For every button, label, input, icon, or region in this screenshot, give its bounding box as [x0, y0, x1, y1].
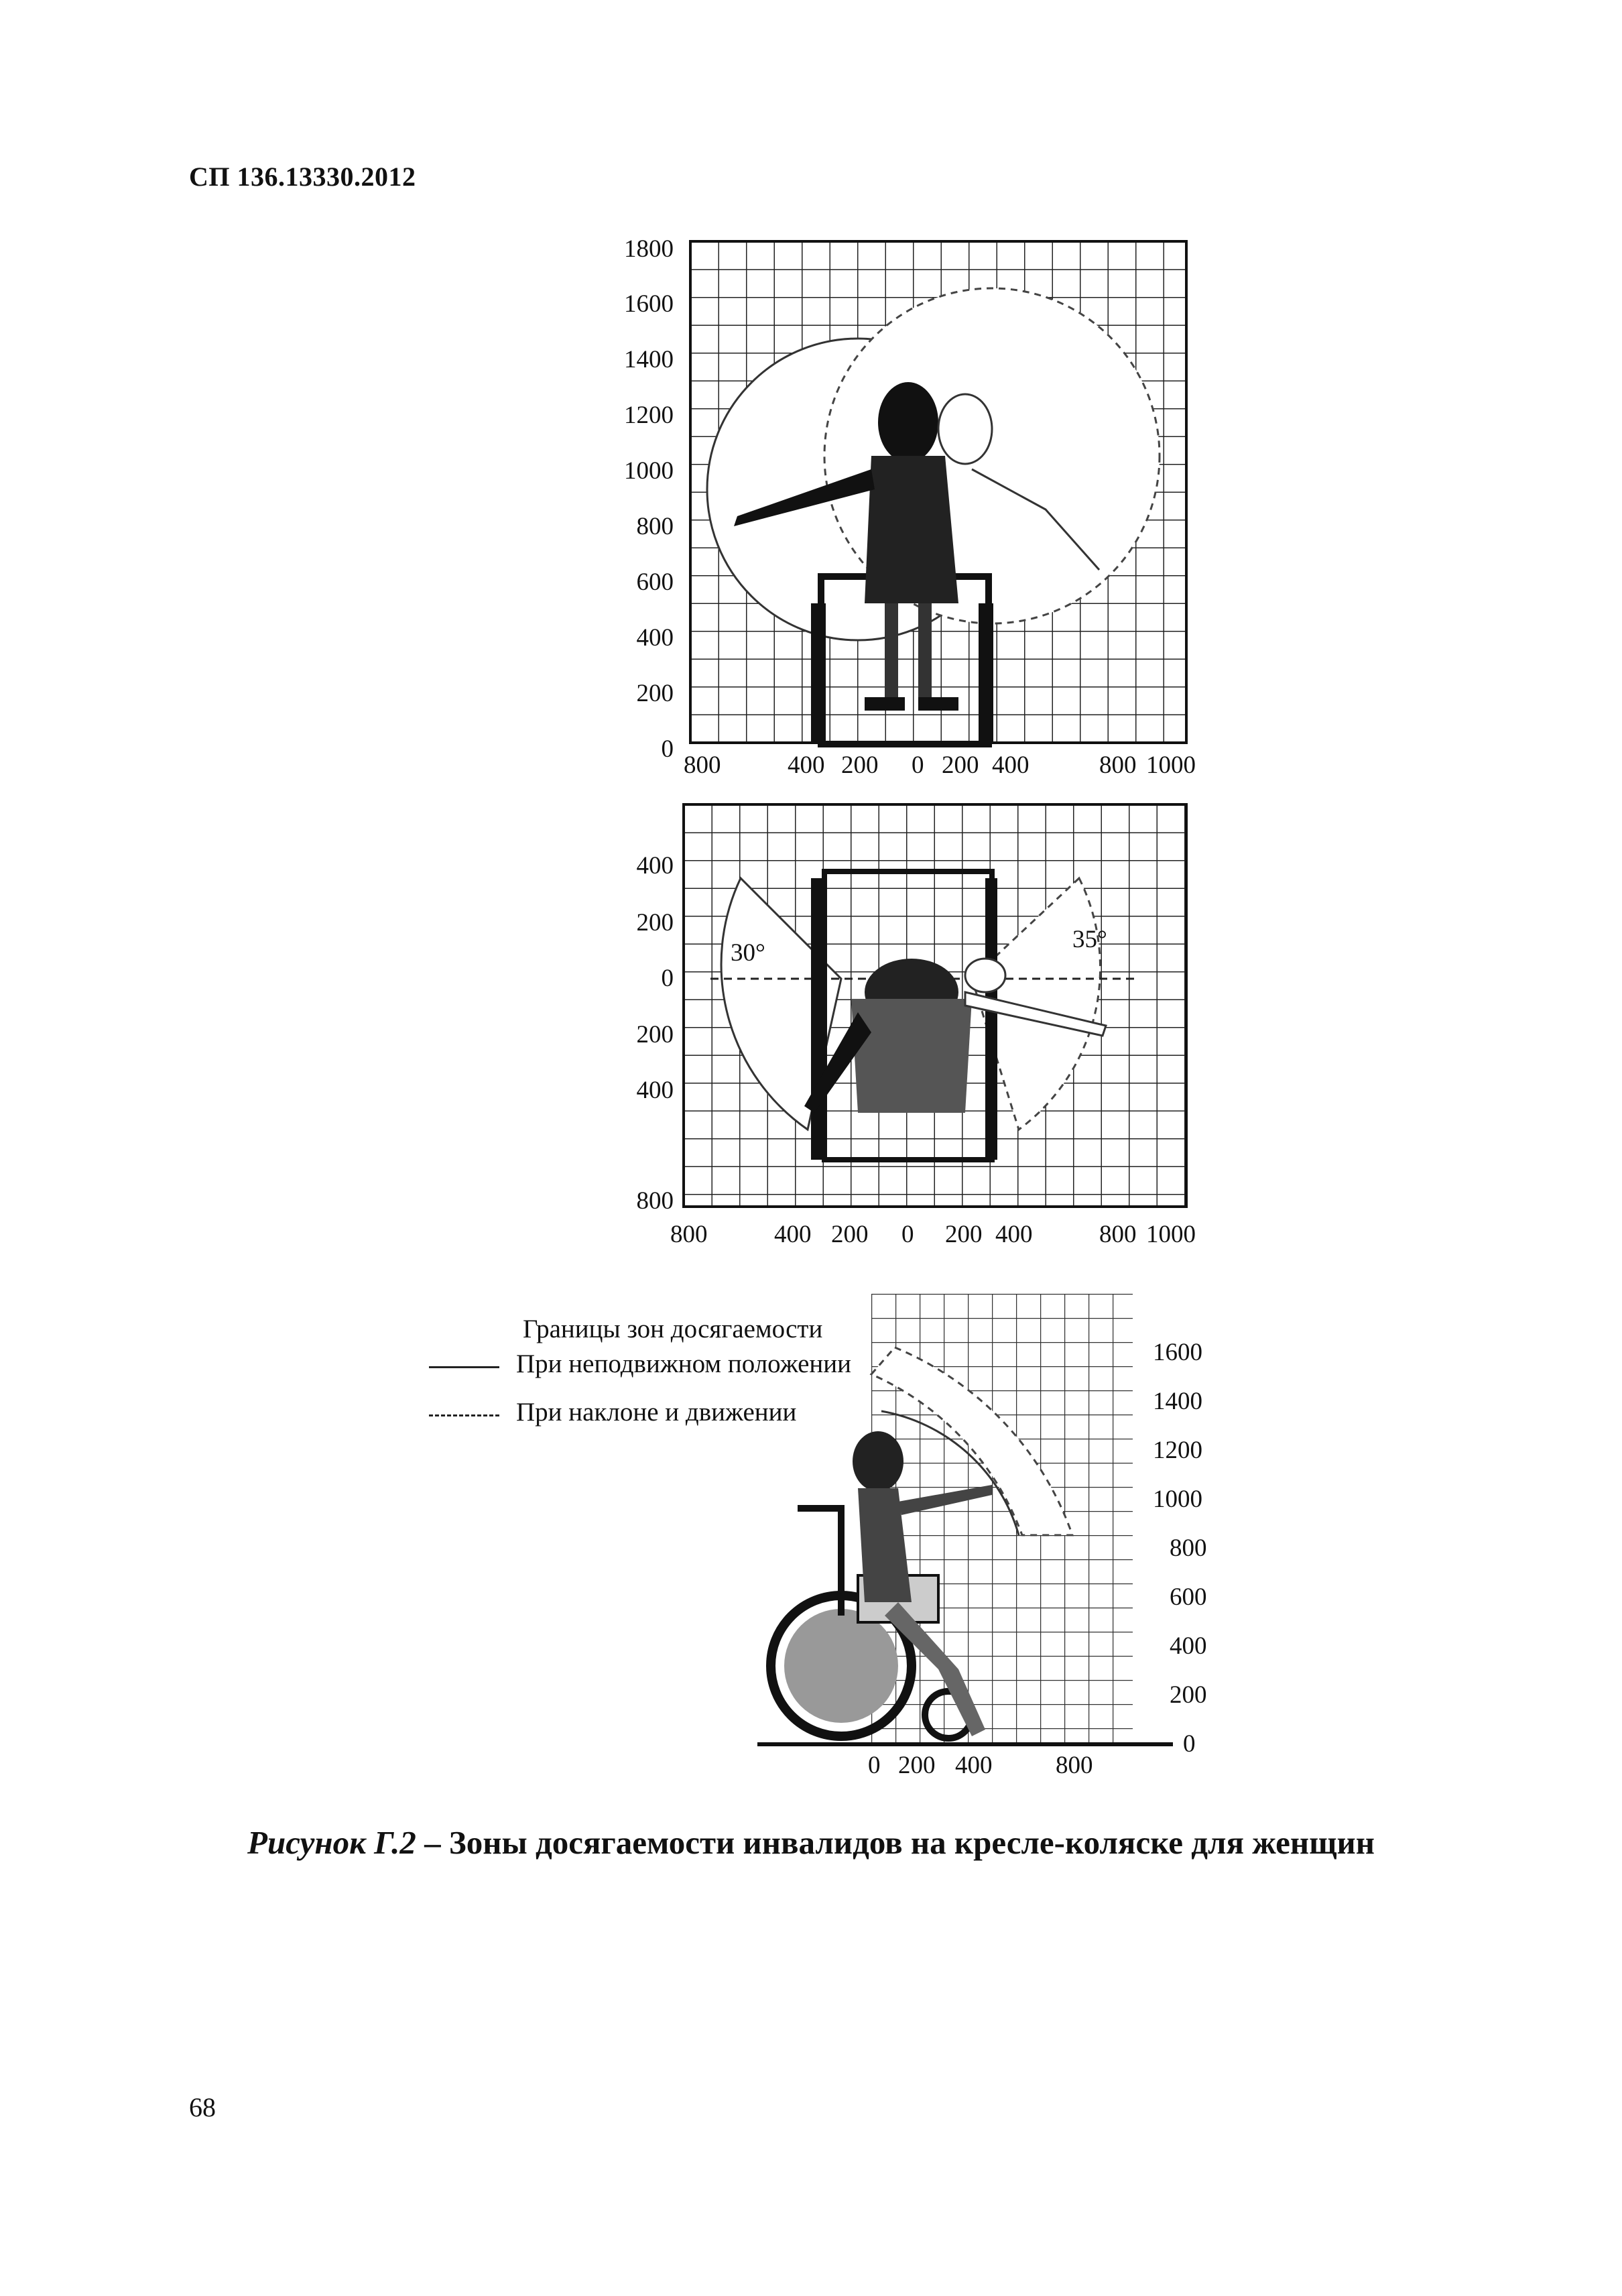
y-tick: 1200	[624, 402, 674, 429]
x-tick: 0	[868, 1752, 881, 1779]
x-tick: 1000	[1146, 1221, 1196, 1248]
y-tick: 400	[1170, 1632, 1207, 1660]
x-tick: 0	[901, 1221, 914, 1248]
y-tick: 1000	[624, 457, 674, 485]
figure-front-view	[0, 0, 1622, 804]
x-tick: 200	[831, 1221, 869, 1248]
x-tick: 400	[992, 751, 1030, 779]
caption-text: – Зоны досягаемости инвалидов на кресле-коляске для женщин	[416, 1824, 1375, 1861]
document-code: СП 136.13330.2012	[189, 162, 416, 192]
y-tick: 1400	[624, 346, 674, 373]
x-tick: 800	[670, 1221, 708, 1248]
y-tick: 600	[1170, 1583, 1207, 1611]
y-tick: 400	[636, 624, 674, 652]
x-tick: 200	[898, 1752, 936, 1779]
x-tick: 0	[912, 751, 924, 779]
y-tick: 800	[1170, 1534, 1207, 1562]
y-tick: 1000	[1153, 1486, 1202, 1513]
y-tick: 800	[636, 1187, 674, 1215]
x-tick: 400	[788, 751, 825, 779]
figure-caption	[0, 1823, 1622, 1862]
y-tick: 1200	[1153, 1437, 1202, 1464]
x-tick: 200	[945, 1221, 983, 1248]
figure-side-view	[0, 1294, 1622, 1783]
figure-top-view	[0, 791, 1622, 1260]
legend-title: Границы зон досягаемости	[523, 1315, 823, 1343]
caption-lead: Рисунок Г.2	[247, 1824, 416, 1861]
y-tick: 800	[636, 513, 674, 540]
y-tick: 0	[661, 965, 674, 992]
page-number: 68	[189, 2092, 216, 2122]
x-tick: 400	[955, 1752, 993, 1779]
y-tick: 400	[636, 852, 674, 880]
y-tick: 1400	[1153, 1388, 1202, 1415]
x-tick: 800	[1099, 751, 1137, 779]
y-tick: 200	[636, 909, 674, 936]
y-tick: 600	[636, 568, 674, 596]
x-axis-ticks-front	[677, 751, 1227, 784]
x-tick: 800	[1056, 1752, 1093, 1779]
legend-solid-line	[429, 1366, 499, 1368]
angle-left-label: 30°	[731, 939, 765, 967]
y-tick: 0	[1183, 1730, 1196, 1758]
y-tick: 1600	[1153, 1339, 1202, 1366]
x-axis-ticks-top	[670, 1220, 1220, 1254]
y-tick: 1600	[624, 290, 674, 318]
legend-dashed-line	[429, 1414, 499, 1416]
y-tick: 400	[636, 1077, 674, 1104]
x-tick: 400	[995, 1221, 1033, 1248]
legend-dashed-label: При наклоне и движении	[516, 1398, 797, 1427]
x-axis-ticks-side	[865, 1751, 1146, 1782]
x-tick: 200	[942, 751, 979, 779]
y-tick: 1800	[624, 235, 674, 263]
angle-right-label: 35°	[1072, 926, 1107, 953]
y-tick: 200	[636, 680, 674, 707]
x-tick: 800	[684, 751, 721, 779]
x-tick: 1000	[1146, 751, 1196, 779]
x-tick: 200	[841, 751, 879, 779]
x-tick: 800	[1099, 1221, 1137, 1248]
y-tick: 0	[661, 735, 674, 763]
x-tick: 400	[774, 1221, 812, 1248]
y-tick: 200	[1170, 1681, 1207, 1709]
legend-solid-label: При неподвижном положении	[516, 1349, 852, 1378]
y-tick: 200	[636, 1021, 674, 1048]
